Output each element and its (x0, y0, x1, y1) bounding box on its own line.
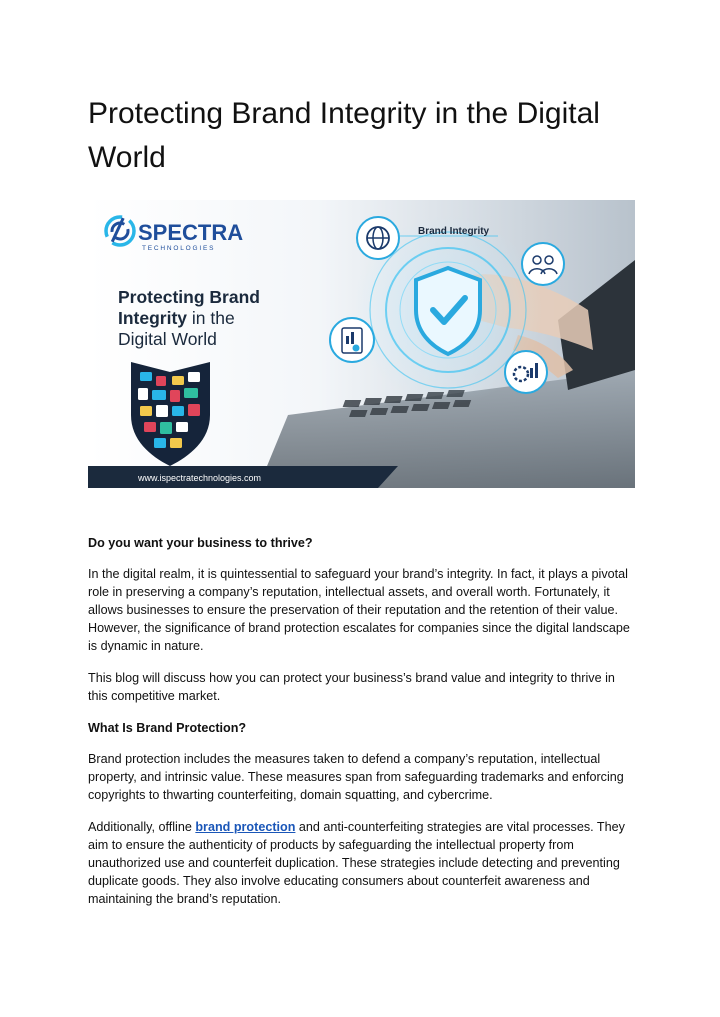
headline-line-3: Digital World (118, 329, 217, 349)
brand-protection-link[interactable]: brand protection (195, 820, 296, 834)
headline-line-1: Protecting Brand (118, 287, 260, 307)
paragraph-blog-purpose: This blog will discuss how you can protect your business’s brand value and integrity to thrive in this competitive market. (88, 671, 615, 703)
heading-thrive: Do you want your business to thrive? (88, 536, 313, 550)
users-icon (522, 243, 564, 285)
globe-icon (357, 217, 399, 259)
p4-rest: and anti-counterfeiting strategies are vital processes. They aim to ensure the authenticity of products by safeguarding the intellectual property from unauthorized use and counterfeit duplication. These strategies include detecting and preventing duplicate goods. They also involve educating consumers about counterfeit awareness and maintaining the brand’s reputation. (88, 820, 625, 906)
paragraph-brand-protection-definition: Brand protection includes the measures taken to defend a company’s reputation, intellectual property, and intrinsic value. These measures span from safeguarding trademarks and enforcing copyrights to thwarting counterfeiting, domain squatting, and cybercrime. (88, 752, 624, 802)
logo-subtitle: TECHNOLOGIES (142, 245, 216, 252)
paragraph-offline-protection (88, 818, 636, 908)
headline-rest: in the (187, 308, 235, 328)
logo-name: SPECTRA (138, 220, 244, 245)
headline-line-2 (118, 308, 235, 328)
badge-label: Brand Integrity (418, 226, 490, 237)
headline-bold-word: Integrity (118, 308, 188, 328)
paragraph-intro: In the digital realm, it is quintessential to safeguard your brand’s integrity. In fact, it plays a pivotal role in preserving a company’s reputation, intellectual assets, and overall worth. Fortunately, it allows businesses to ensure the preservation of their reputation and the retention of their value. However, the significance of brand protection escalates for companies since the digital landscape is dynamic in nature. (88, 567, 630, 653)
page-title: Protecting Brand Integrity in the Digital World (88, 97, 600, 174)
document-chart-icon (330, 318, 374, 362)
article-body (88, 534, 636, 922)
hero-banner-image (88, 200, 635, 488)
p4-lead: Additionally, offline (88, 820, 196, 834)
website-url: www.ispectratechnologies.com (138, 473, 262, 483)
gear-chart-icon (505, 351, 547, 393)
heading-brand-protection: What Is Brand Protection? (88, 721, 247, 735)
